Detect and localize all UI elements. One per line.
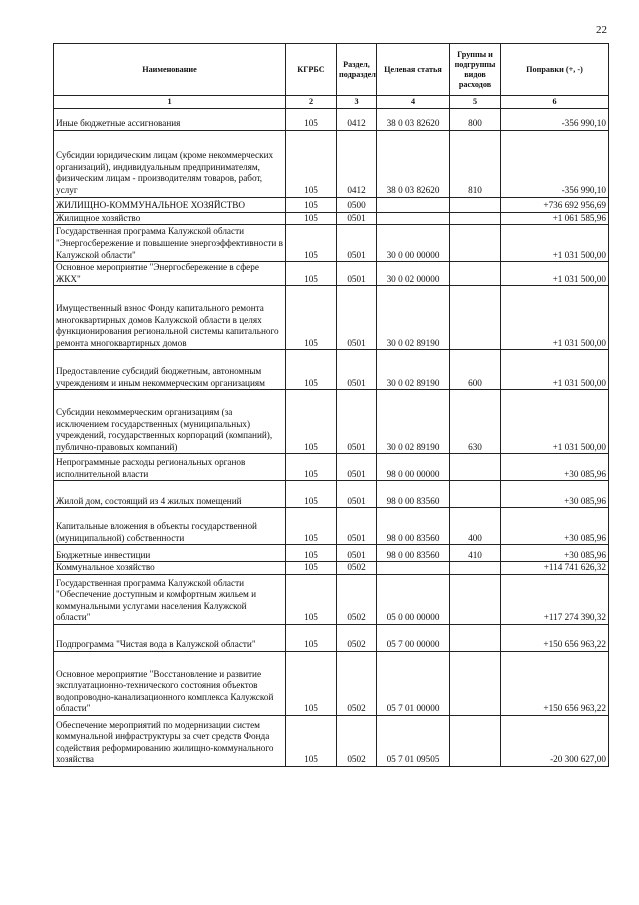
table-row [54,212,609,225]
row-statya: 30 0 02 89190 [377,286,450,350]
row-amount: +736 692 956,69 [501,197,609,212]
row-kgrbs: 105 [286,545,337,562]
table-row [54,286,609,350]
row-vid [450,651,501,715]
row-razdel: 0502 [337,651,377,715]
row-amount: +1 031 500,00 [501,350,609,390]
row-kgrbs: 105 [286,715,337,766]
row-kgrbs: 105 [286,508,337,545]
table-row [54,390,609,454]
header-name: Наименование [54,44,286,96]
table-row [54,454,609,481]
row-name: Субсидии юридическим лицам (кроме некоммерческих организаций), индивидуальным предпринимателям, физическим лицам - производителям товаров, работ, услуг [54,130,286,197]
row-name: Основное мероприятие "Энергосбережение в сфере ЖКХ" [54,262,286,286]
row-kgrbs: 105 [286,481,337,508]
row-statya: 30 0 00 00000 [377,225,450,262]
row-vid [450,197,501,212]
header-kgrbs: КГРБС [286,44,337,96]
row-vid [450,481,501,508]
row-statya [377,197,450,212]
row-kgrbs: 105 [286,454,337,481]
row-statya [377,212,450,225]
header-row [54,44,609,96]
table-row [54,545,609,562]
header-statya: Целевая статья [377,44,450,96]
row-amount: +30 085,96 [501,545,609,562]
header-index-row [54,96,609,109]
row-name: Бюджетные инвестиции [54,545,286,562]
row-kgrbs: 105 [286,562,337,575]
table-row [54,715,609,766]
row-statya: 38 0 03 82620 [377,108,450,130]
row-razdel: 0502 [337,562,377,575]
row-vid: 630 [450,390,501,454]
row-amount: +1 031 500,00 [501,390,609,454]
table-row [54,197,609,212]
row-kgrbs: 105 [286,574,337,624]
row-statya: 30 0 02 00000 [377,262,450,286]
row-vid: 600 [450,350,501,390]
table-row [54,262,609,286]
table-row [54,481,609,508]
row-razdel: 0501 [337,481,377,508]
row-name: Коммунальное хозяйство [54,562,286,575]
row-kgrbs: 105 [286,212,337,225]
table-row [54,225,609,262]
row-amount: +117 274 390,32 [501,574,609,624]
index-cell: 1 [54,96,286,109]
row-name: Обеспечение мероприятий по модернизации систем коммунальной инфраструктуры за счет средств Фонда содействия реформированию жилищно-коммунального хозяйства [54,715,286,766]
row-statya: 98 0 00 83560 [377,481,450,508]
row-kgrbs: 105 [286,130,337,197]
row-vid [450,262,501,286]
row-kgrbs: 105 [286,108,337,130]
row-amount: +30 085,96 [501,454,609,481]
index-cell: 6 [501,96,609,109]
row-amount: +150 656 963,22 [501,624,609,651]
row-statya: 30 0 02 89190 [377,350,450,390]
row-razdel: 0501 [337,262,377,286]
row-kgrbs: 105 [286,350,337,390]
row-razdel: 0501 [337,508,377,545]
row-razdel: 0501 [337,225,377,262]
row-razdel: 0502 [337,574,377,624]
row-amount: -20 300 627,00 [501,715,609,766]
row-amount: +1 031 500,00 [501,286,609,350]
row-name: Субсидии некоммерческим организациям (за исключением государственных (муниципальных) учреждений, государственных корпораций (компаний), публично-правовых компаний) [54,390,286,454]
row-statya: 98 0 00 83560 [377,545,450,562]
row-statya: 98 0 00 00000 [377,454,450,481]
row-amount: +1 031 500,00 [501,225,609,262]
row-amount: +30 085,96 [501,508,609,545]
row-vid [450,715,501,766]
row-name: Жилищное хозяйство [54,212,286,225]
row-kgrbs: 105 [286,651,337,715]
row-name: Капитальные вложения в объекты государственной (муниципальной) собственности [54,508,286,545]
row-statya: 30 0 02 89190 [377,390,450,454]
row-amount: +1 031 500,00 [501,262,609,286]
table-row [54,108,609,130]
row-amount: +30 085,96 [501,481,609,508]
row-vid: 800 [450,108,501,130]
row-kgrbs: 105 [286,225,337,262]
row-amount: -356 990,10 [501,108,609,130]
row-amount: -356 990,10 [501,130,609,197]
row-name: Государственная программа Калужской области "Энергосбережение и повышение энергоэффективности в Калужской области" [54,225,286,262]
row-statya [377,562,450,575]
row-amount: +1 061 585,96 [501,212,609,225]
row-name: Непрограммные расходы региональных органов исполнительной власти [54,454,286,481]
index-cell: 4 [377,96,450,109]
row-statya: 05 7 01 09505 [377,715,450,766]
row-amount: +150 656 963,22 [501,651,609,715]
row-name: ЖИЛИЩНО-КОММУНАЛЬНОЕ ХОЗЯЙСТВО [54,197,286,212]
row-razdel: 0412 [337,108,377,130]
row-kgrbs: 105 [286,286,337,350]
row-amount: +114 741 626,32 [501,562,609,575]
table-row [54,508,609,545]
row-vid: 810 [450,130,501,197]
row-statya: 05 7 00 00000 [377,624,450,651]
row-razdel: 0500 [337,197,377,212]
row-name: Жилой дом, состоящий из 4 жилых помещений [54,481,286,508]
row-razdel: 0501 [337,454,377,481]
row-razdel: 0501 [337,212,377,225]
row-name: Предоставление субсидий бюджетным, автономным учреждениям и иным некоммерческим организациям [54,350,286,390]
row-razdel: 0502 [337,715,377,766]
row-vid [450,454,501,481]
row-statya: 05 7 01 00000 [377,651,450,715]
index-cell: 5 [450,96,501,109]
row-razdel: 0501 [337,350,377,390]
index-cell: 2 [286,96,337,109]
table-row [54,574,609,624]
row-razdel: 0501 [337,545,377,562]
table-row [54,130,609,197]
row-name: Подпрограмма "Чистая вода в Калужской области" [54,624,286,651]
table-row [54,350,609,390]
row-vid [450,562,501,575]
row-kgrbs: 105 [286,262,337,286]
row-name: Имущественный взнос Фонду капитального ремонта многоквартирных домов Калужской области в целях функционирования региональной системы капитального ремонта многоквартирных домов [54,286,286,350]
row-kgrbs: 105 [286,624,337,651]
page-number: 22 [596,24,607,36]
header-amount: Поправки (+, -) [501,44,609,96]
row-razdel: 0501 [337,286,377,350]
row-kgrbs: 105 [286,390,337,454]
row-name: Иные бюджетные ассигнования [54,108,286,130]
index-cell: 3 [337,96,377,109]
header-vid: Группы и подгруппы видов расходов [450,44,501,96]
table-row [54,651,609,715]
row-name: Государственная программа Калужской области "Обеспечение доступным и комфортным жильем и коммунальными услугами населения Калужской области" [54,574,286,624]
row-vid [450,225,501,262]
row-razdel: 0501 [337,390,377,454]
row-razdel: 0412 [337,130,377,197]
row-vid: 410 [450,545,501,562]
row-vid [450,212,501,225]
row-statya: 05 0 00 00000 [377,574,450,624]
row-vid: 400 [450,508,501,545]
row-razdel: 0502 [337,624,377,651]
row-vid [450,624,501,651]
header-razdel: Раздел, подраздел [337,44,377,96]
row-statya: 38 0 03 82620 [377,130,450,197]
table-row [54,562,609,575]
row-vid [450,574,501,624]
row-name: Основное мероприятие "Восстановление и развитие эксплуатационно-технического состояния объектов водопроводно-канализационного комплекса Калужской области" [54,651,286,715]
budget-table [53,43,609,767]
row-vid [450,286,501,350]
table-row [54,624,609,651]
row-kgrbs: 105 [286,197,337,212]
row-statya: 98 0 00 83560 [377,508,450,545]
